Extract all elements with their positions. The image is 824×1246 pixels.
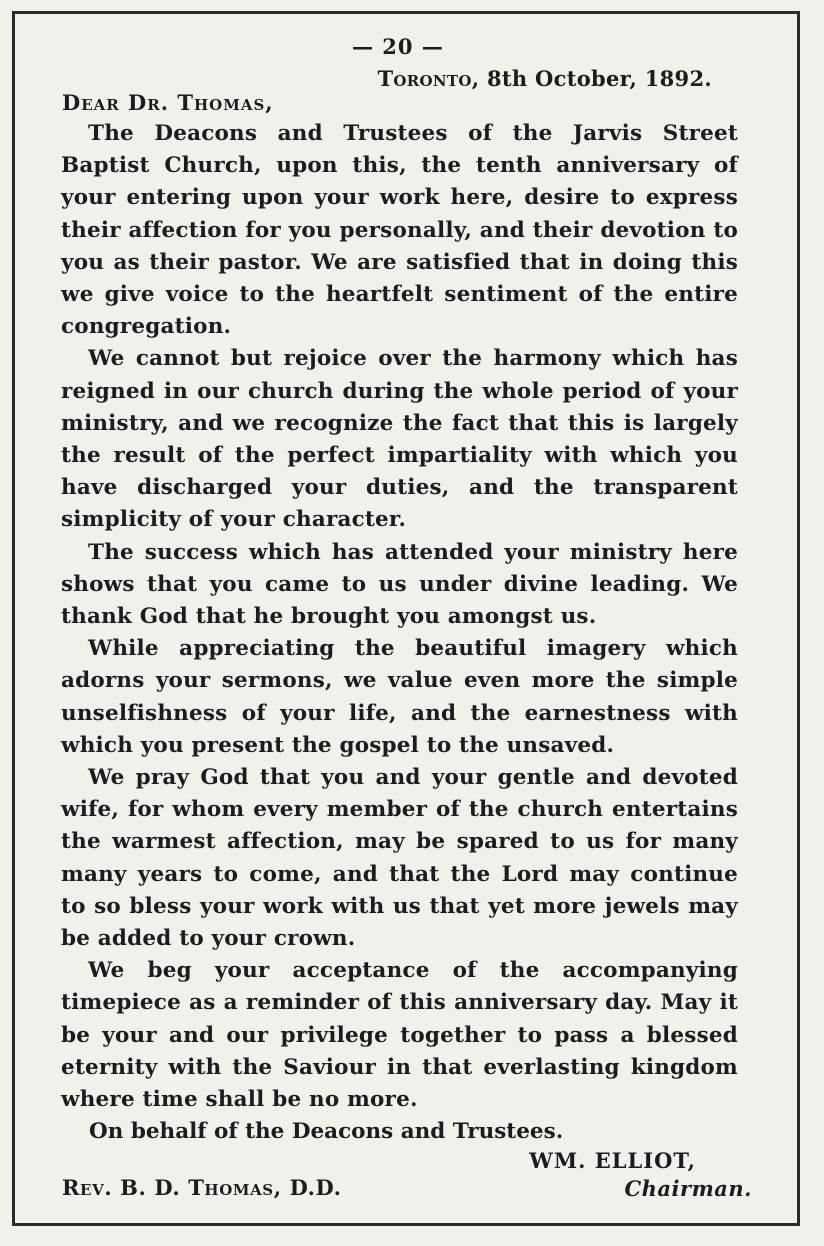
closing-line: On behalf of the Deacons and Trustees. [89,1119,564,1144]
recipient-name: Rev. B. D. Thomas, D.D. [62,1175,342,1200]
signer-title: Chairman. [624,1176,752,1201]
dateline-city: Toronto, [377,66,480,91]
paragraph: While appreciating the beautiful imagery which adorns your sermons, we value even more the simple unselfishness of your life, and the earnestness with which you present the gospel to the unsaved. [61,636,738,758]
letter-body [61,118,738,1116]
paragraph: We beg your acceptance of the accompanying timepiece as a reminder of this anniversary day. May it be your and our privilege together to pass a blessed eternity with the Saviour in that everlasting kingdom where time shall be no more. [61,958,738,1113]
paragraph: We pray God that you and your gentle and devoted wife, for whom every member of the church entertains the warmest affection, may be spared to us for many many years to come, and that the Lord may continue to so bless your work with us that yet more jewels may be added to your crown. [61,765,738,952]
page-number: — 20 — [352,34,444,59]
paragraph: The Deacons and Trustees of the Jarvis Street Baptist Church, upon this, the tenth anniversary of your entering upon your work here, desire to express their affection for you personally, and their devotion to you as their pastor. We are satisfied that in doing this we give voice to the heartfelt sentiment of the entire congregation. [61,121,738,340]
paragraph: The success which has attended your ministry here shows that you came to us under divine leading. We thank God that he brought you amongst us. [61,539,738,630]
dateline-date: 8th October, 1892. [486,66,712,91]
salutation: Dear Dr. Thomas, [62,90,274,115]
dateline [377,66,712,91]
paragraph: We cannot but rejoice over the harmony which has reigned in our church during the whole period of your ministry, and we recognize the fact that this is largely the result of the perfect impartiality with which you have discharged your duties, and the transparent simplicity of your character. [61,346,738,533]
signer-name: WM. ELLIOT, [529,1148,696,1173]
